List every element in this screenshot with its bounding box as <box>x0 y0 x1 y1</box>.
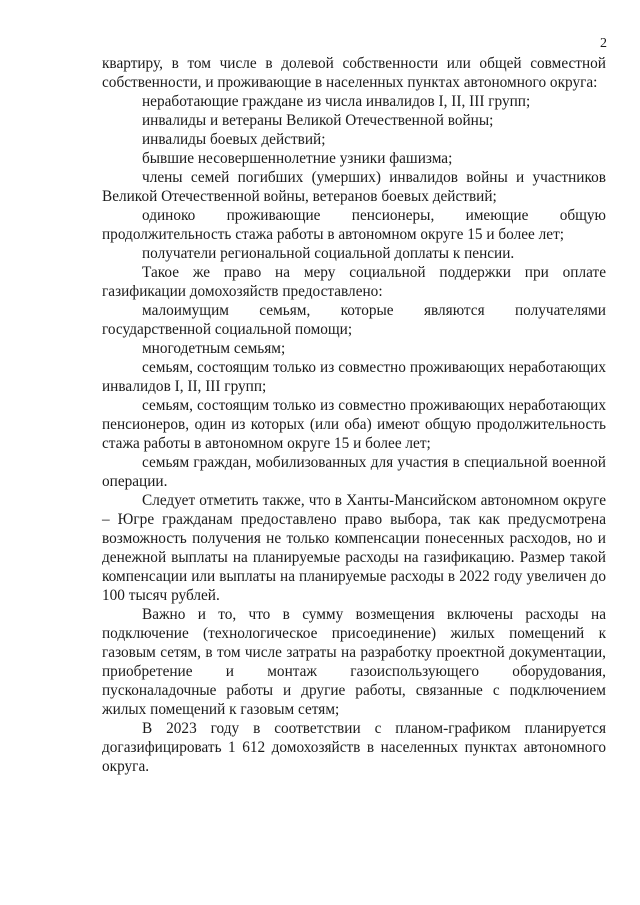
paragraph-13: семьям, состоящим только из совместно проживающих неработающих пенсионеров, один из которых (или оба) имеют общую продолжительность стажа работы в автономном округе 15 и более лет; <box>102 397 606 452</box>
paragraph-1: квартиру, в том числе в долевой собственности или общей совместной собственности, и проживающие в населенных пунктах автономного округа: <box>102 55 606 91</box>
paragraph-2: неработающие граждане из числа инвалидов I, II, III групп; <box>142 93 531 110</box>
paragraph-8: получатели региональной социальной доплаты к пенсии. <box>142 245 515 262</box>
paragraph-9: Такое же право на меру социальной поддержки при оплате газификации домохозяйств предоставлено: <box>102 264 606 300</box>
paragraph-12: семьям, состоящим только из совместно проживающих неработающих инвалидов I, II, III групп; <box>102 359 606 395</box>
paragraph-10: малоимущим семьям, которые являются получателями государственной социальной помощи; <box>102 302 606 338</box>
paragraph-5: бывшие несовершеннолетние узники фашизма; <box>142 150 453 167</box>
paragraph-6: члены семей погибших (умерших) инвалидов войны и участников Великой Отечественной войны, ветеранов боевых действий; <box>102 169 606 205</box>
paragraph-15: Следует отметить также, что в Ханты-Мансийском автономном округе – Югре гражданам предоставлено право выбора, так как предусмотрена возможность получения не только компенсации понесенных расходов, но и денежной выплаты на планируемые расходы на газификацию. Размер такой компенсации или выплаты на планируемые расходы в 2022 году увеличен до 100 тысяч рублей. <box>102 492 606 604</box>
document-body <box>102 54 606 776</box>
paragraph-14: семьям граждан, мобилизованных для участия в специальной военной операции. <box>102 454 606 490</box>
paragraph-7: одиноко проживающие пенсионеры, имеющие общую продолжительность стажа работы в автономном округе 15 и более лет; <box>102 207 606 243</box>
page-number: 2 <box>600 36 607 51</box>
paragraph-11: многодетным семьям; <box>142 340 286 357</box>
paragraph-16: Важно и то, что в сумму возмещения включены расходы на подключение (технологическое присоединение) жилых помещений к газовым сетям, в том числе затраты на разработку проектной документации, приобретение и монтаж газоиспользующего оборудования, пусконаладочные работы и другие работы, связанные с подключением жилых помещений к газовым сетям; <box>102 606 606 718</box>
paragraph-3: инвалиды и ветераны Великой Отечественной войны; <box>142 112 494 129</box>
paragraph-4: инвалиды боевых действий; <box>142 131 326 148</box>
paragraph-17: В 2023 году в соответствии с планом-графиком планируется догазифицировать 1 612 домохозяйств в населенных пунктах автономного округа. <box>102 720 606 775</box>
